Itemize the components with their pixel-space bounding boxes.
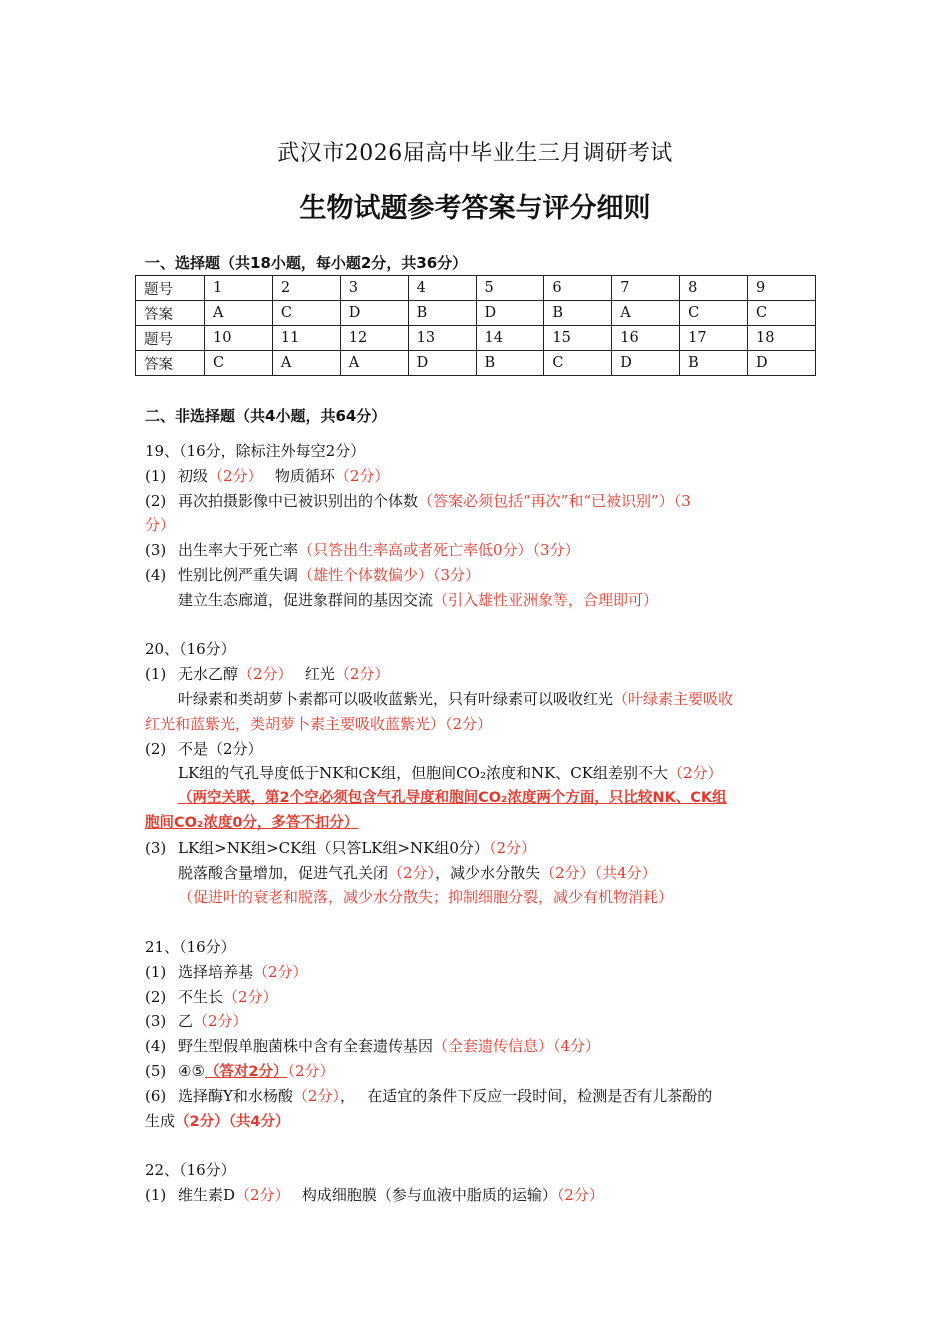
section1-heading: 一、选择题（共18小题，每小题2分，共36分） bbox=[145, 254, 468, 272]
document-title: 生物试题参考答案与评分细则 bbox=[299, 193, 651, 224]
answer-text: 不生长 bbox=[178, 987, 224, 1006]
answer-table-cell: 17 bbox=[680, 326, 748, 351]
answer-table-cell: B bbox=[544, 301, 612, 326]
answer-text: 维生素D bbox=[178, 1185, 236, 1204]
item-number: (4) bbox=[145, 565, 167, 584]
answer-text: 脱落酸含量增加，促进气孔关闭 bbox=[178, 863, 389, 882]
score-note: （2分） bbox=[292, 1086, 340, 1105]
answer-table-row-label: 答案 bbox=[136, 351, 205, 376]
answer-table-cell: 1 bbox=[205, 276, 273, 301]
answer-text: ，减少水分散失 bbox=[435, 863, 541, 882]
answer-table-cell: A bbox=[272, 351, 340, 376]
q20-header: 20、（16分） bbox=[145, 640, 236, 659]
answer-table-cell: D bbox=[612, 351, 680, 376]
score-note: （只答出生率高或者死亡率低0分）（3分） bbox=[298, 541, 580, 560]
item-number: (5) bbox=[145, 1061, 167, 1080]
answer-table-cell: 16 bbox=[612, 326, 680, 351]
item-number: (1) bbox=[145, 665, 167, 684]
q19-line-2-cont: 分） bbox=[145, 516, 176, 535]
answer-text: ， 在适宜的条件下反应一段时间，检测是否有儿茶酚的 bbox=[339, 1086, 713, 1105]
score-note: （叶绿素主要吸收 bbox=[613, 689, 734, 708]
item-number: (3) bbox=[145, 838, 167, 857]
answer-table-cell: D bbox=[340, 301, 408, 326]
item-number: (3) bbox=[145, 1012, 167, 1031]
q20-line-2-cont: 红光和蓝紫光，类胡萝卜素主要吸收蓝紫光）（2分） bbox=[145, 714, 493, 733]
answer-table-cell: 3 bbox=[340, 276, 408, 301]
answer-table-cell: B bbox=[476, 351, 544, 376]
answer-table-cell: C bbox=[205, 351, 273, 376]
answer-text: 构成细胞膜（参与血液中脂质的运输） bbox=[301, 1185, 557, 1204]
q20-line-1 bbox=[145, 662, 810, 687]
answer-table-cell: 11 bbox=[272, 326, 340, 351]
score-note: （2分） bbox=[287, 1061, 335, 1080]
item-number: (1) bbox=[145, 466, 167, 485]
q21-line-6 bbox=[145, 1084, 810, 1109]
item-number: (4) bbox=[145, 1037, 167, 1056]
answer-table-cell: 5 bbox=[476, 276, 544, 301]
q20-line-2 bbox=[145, 687, 810, 712]
answer-text: 再次拍摄影像中已被识别出的个体数 bbox=[178, 491, 419, 510]
answer-text: 初级 bbox=[178, 466, 209, 485]
score-note: （2分） bbox=[488, 838, 536, 857]
answer-table-cell: 14 bbox=[476, 326, 544, 351]
item-number: (2) bbox=[145, 491, 167, 510]
q19-line-2 bbox=[145, 489, 810, 514]
answer-table-row bbox=[136, 276, 816, 301]
answer-text: 建立生态廊道，促进象群间的基因交流 bbox=[178, 590, 434, 609]
answer-table-row-label: 题号 bbox=[136, 276, 205, 301]
answer-text: 选择酶Y和水杨酸 bbox=[178, 1086, 293, 1105]
answer-text: 无水乙醇 bbox=[178, 665, 239, 684]
q19-line-5 bbox=[145, 588, 810, 613]
answer-table-cell: A bbox=[205, 301, 273, 326]
answer-table-row-label: 题号 bbox=[136, 326, 205, 351]
answer-table-cell: 8 bbox=[680, 276, 748, 301]
score-note: （2分） bbox=[208, 466, 256, 485]
answer-table-cell: D bbox=[476, 301, 544, 326]
answer-text: 生成 bbox=[145, 1111, 176, 1130]
answers-body bbox=[145, 439, 810, 1208]
answer-table-cell: 7 bbox=[612, 276, 680, 301]
answer-table-cell: 9 bbox=[748, 276, 816, 301]
score-note: （2分） bbox=[668, 764, 723, 783]
answer-text: 叶绿素和类胡萝卜素都可以吸收蓝紫光，只有叶绿素可以吸收红光 bbox=[178, 689, 614, 708]
exam-title: 武汉市2026届高中毕业生三月调研考试 bbox=[277, 141, 673, 166]
score-note: （2分） bbox=[238, 665, 286, 684]
score-note: （2分） bbox=[556, 1185, 604, 1204]
q21-header: 21、（16分） bbox=[145, 937, 236, 956]
item-number: (2) bbox=[145, 739, 167, 758]
score-note: （2分） bbox=[193, 1012, 248, 1031]
q19-line-1 bbox=[145, 464, 810, 489]
answer-text: LK组的气孔导度低于NK和CK组，但胞间CO₂浓度和NK、CK组差别不大 bbox=[178, 764, 668, 783]
answer-table-cell: C bbox=[544, 351, 612, 376]
answer-table-row bbox=[136, 301, 816, 326]
answer-table-cell: 6 bbox=[544, 276, 612, 301]
answer-table-cell: 10 bbox=[205, 326, 273, 351]
answer-table-cell: 18 bbox=[748, 326, 816, 351]
answer-text: 物质循环 bbox=[274, 466, 335, 485]
score-note: （2分）（共4分） bbox=[175, 1113, 290, 1130]
score-note: （2分） bbox=[235, 1185, 283, 1204]
q22-line-1 bbox=[145, 1183, 810, 1208]
q20-line-9: （促进叶的衰老和脱落，减少水分散失；抑制细胞分裂，减少有机物消耗） bbox=[178, 888, 674, 907]
answer-table-cell: 4 bbox=[408, 276, 476, 301]
answer-table-cell: A bbox=[340, 351, 408, 376]
score-note: （2分）（共4分） bbox=[540, 863, 657, 882]
q20-grading-note-1: （两空关联，第2个空必须包含气孔导度和胞间CO₂浓度两个方面，只比较NK、CK组 bbox=[178, 790, 727, 807]
answer-text: 野生型假单胞菌株中含有全套遗传基因 bbox=[178, 1037, 434, 1056]
answer-text: 性别比例严重失调 bbox=[178, 565, 299, 584]
score-note: （2分） bbox=[388, 863, 436, 882]
q19-line-4 bbox=[145, 563, 810, 588]
answer-table-cell: B bbox=[408, 301, 476, 326]
score-note: （2分） bbox=[223, 987, 278, 1006]
q21-line-4 bbox=[145, 1034, 810, 1059]
answer-text: 选择培养基 bbox=[178, 962, 254, 981]
answer-text: ④⑤ bbox=[178, 1061, 205, 1080]
answer-text: LK组>NK组>CK组（只答LK组>NK组0分） bbox=[178, 838, 489, 857]
score-note: （2分） bbox=[334, 665, 390, 684]
q19-line-3 bbox=[145, 538, 810, 563]
answer-table-cell: B bbox=[680, 351, 748, 376]
score-note: （雄性个体数偏少）（3分） bbox=[298, 565, 481, 584]
q21-line-3 bbox=[145, 1009, 810, 1034]
q20-line-4 bbox=[145, 761, 810, 786]
answer-table-cell: 15 bbox=[544, 326, 612, 351]
answer-table-cell: 12 bbox=[340, 326, 408, 351]
score-note: （全套遗传信息）（4分） bbox=[433, 1037, 601, 1056]
answer-table-cell: C bbox=[680, 301, 748, 326]
section2-heading: 二、非选择题（共4小题，共64分） bbox=[145, 407, 387, 425]
q21-line-5 bbox=[145, 1059, 810, 1084]
item-number: (1) bbox=[145, 962, 167, 981]
q21-line-7 bbox=[145, 1109, 810, 1134]
score-note: （引入雄性亚洲象等，合理即可） bbox=[433, 590, 659, 609]
answer-text: 不是（2分） bbox=[178, 739, 263, 758]
q20-grading-note-2: 胞间CO₂浓度0分，多答不扣分） bbox=[145, 814, 359, 831]
item-number: (3) bbox=[145, 541, 167, 560]
q21-line-2 bbox=[145, 985, 810, 1010]
answer-table-cell: C bbox=[748, 301, 816, 326]
q19-header: 19、（16分，除标注外每空2分） bbox=[145, 442, 366, 460]
answer-text: 出生率大于死亡率 bbox=[178, 541, 299, 560]
answer-table-cell: A bbox=[612, 301, 680, 326]
answer-table-cell: D bbox=[408, 351, 476, 376]
answer-table-cell: 2 bbox=[272, 276, 340, 301]
item-number: (1) bbox=[145, 1185, 167, 1204]
answer-table bbox=[135, 275, 816, 376]
q20-line-3 bbox=[145, 737, 810, 762]
answer-text: 乙 bbox=[178, 1012, 194, 1031]
item-number: (2) bbox=[145, 987, 167, 1006]
item-number: (6) bbox=[145, 1086, 167, 1105]
q20-line-8 bbox=[145, 861, 810, 886]
answer-table-cell: D bbox=[748, 351, 816, 376]
answer-table-cell: C bbox=[272, 301, 340, 326]
q22-header: 22、（16分） bbox=[145, 1161, 236, 1180]
score-note: （2分） bbox=[253, 962, 308, 981]
q20-line-7 bbox=[145, 836, 810, 861]
q21-line-1 bbox=[145, 960, 810, 985]
score-note: （2分） bbox=[334, 466, 390, 485]
answer-text: 红光 bbox=[304, 665, 335, 684]
answer-table-row-label: 答案 bbox=[136, 301, 205, 326]
answer-table-row bbox=[136, 326, 816, 351]
answer-table-row bbox=[136, 351, 816, 376]
score-note: （答案必须包括“再次”和“已被识别”）（3 bbox=[418, 491, 691, 510]
answer-table-cell: 13 bbox=[408, 326, 476, 351]
grading-note: （答对2分） bbox=[204, 1063, 288, 1080]
